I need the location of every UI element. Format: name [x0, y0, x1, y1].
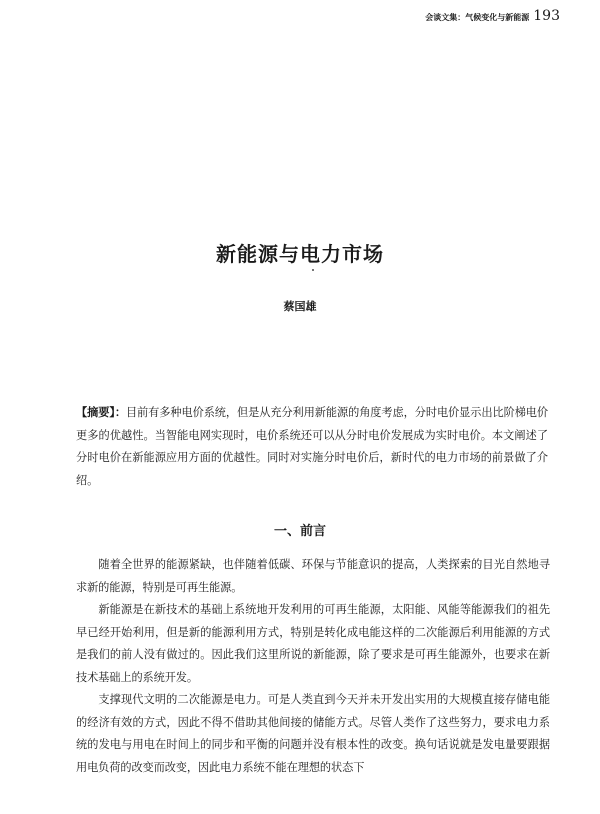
page-number: 193 — [533, 8, 560, 24]
paragraph: 新能源是在新技术的基础上系统地开发利用的可再生能源，太阳能、风能等能源我们的祖先早已经开始利用，但是新的能源利用方式，特别是转化成电能这样的二次能源后利用能源的方式是我们的前人没有做过的。因此我们这里所说的新能源，除了要求是可再生能源外，也要求在新技术基础上的系统开发。 — [76, 603, 550, 684]
author-name: 蔡国雄 — [283, 300, 317, 313]
abstract — [76, 402, 548, 492]
abstract-label: 【摘要】： — [76, 406, 126, 419]
running-title: 会谈文集：气候变化与新能源 — [425, 13, 530, 22]
section-heading: 一、前言 — [273, 524, 326, 539]
body-text — [76, 554, 550, 779]
title-dot-mark — [312, 269, 314, 271]
article-title: 新能源与电力市场 — [216, 242, 384, 266]
paragraph: 支撑现代文明的二次能源是电力。可是人类直到今天并未开发出实用的大规模直接存储电能的经济有效的方式，因此不得不借助其他间接的储能方式。尽管人类作了这些努力，要求电力系统的发电与用电在时间上的同步和平衡的问题并没有根本性的改变。换句话说就是发电量要跟据用电负荷的改变而改变，因此电力系统不能在理想的状态下 — [76, 693, 550, 774]
running-header — [425, 8, 560, 24]
abstract-text: 目前有多种电价系统，但是从充分利用新能源的角度考虑，分时电价显示出比阶梯电价更多的优越性。当智能电网实现时，电价系统还可以从分时电价发展成为实时电价。本文阐述了分时电价在新能源应用方面的优越性。同时对实施分时电价后，新时代的电力市场的前景做了介绍。 — [76, 406, 548, 487]
paragraph: 随着全世界的能源紧缺，也伴随着低碳、环保与节能意识的提高，人类探索的目光自然地寻求新的能源，特别是可再生能源。 — [76, 558, 550, 594]
